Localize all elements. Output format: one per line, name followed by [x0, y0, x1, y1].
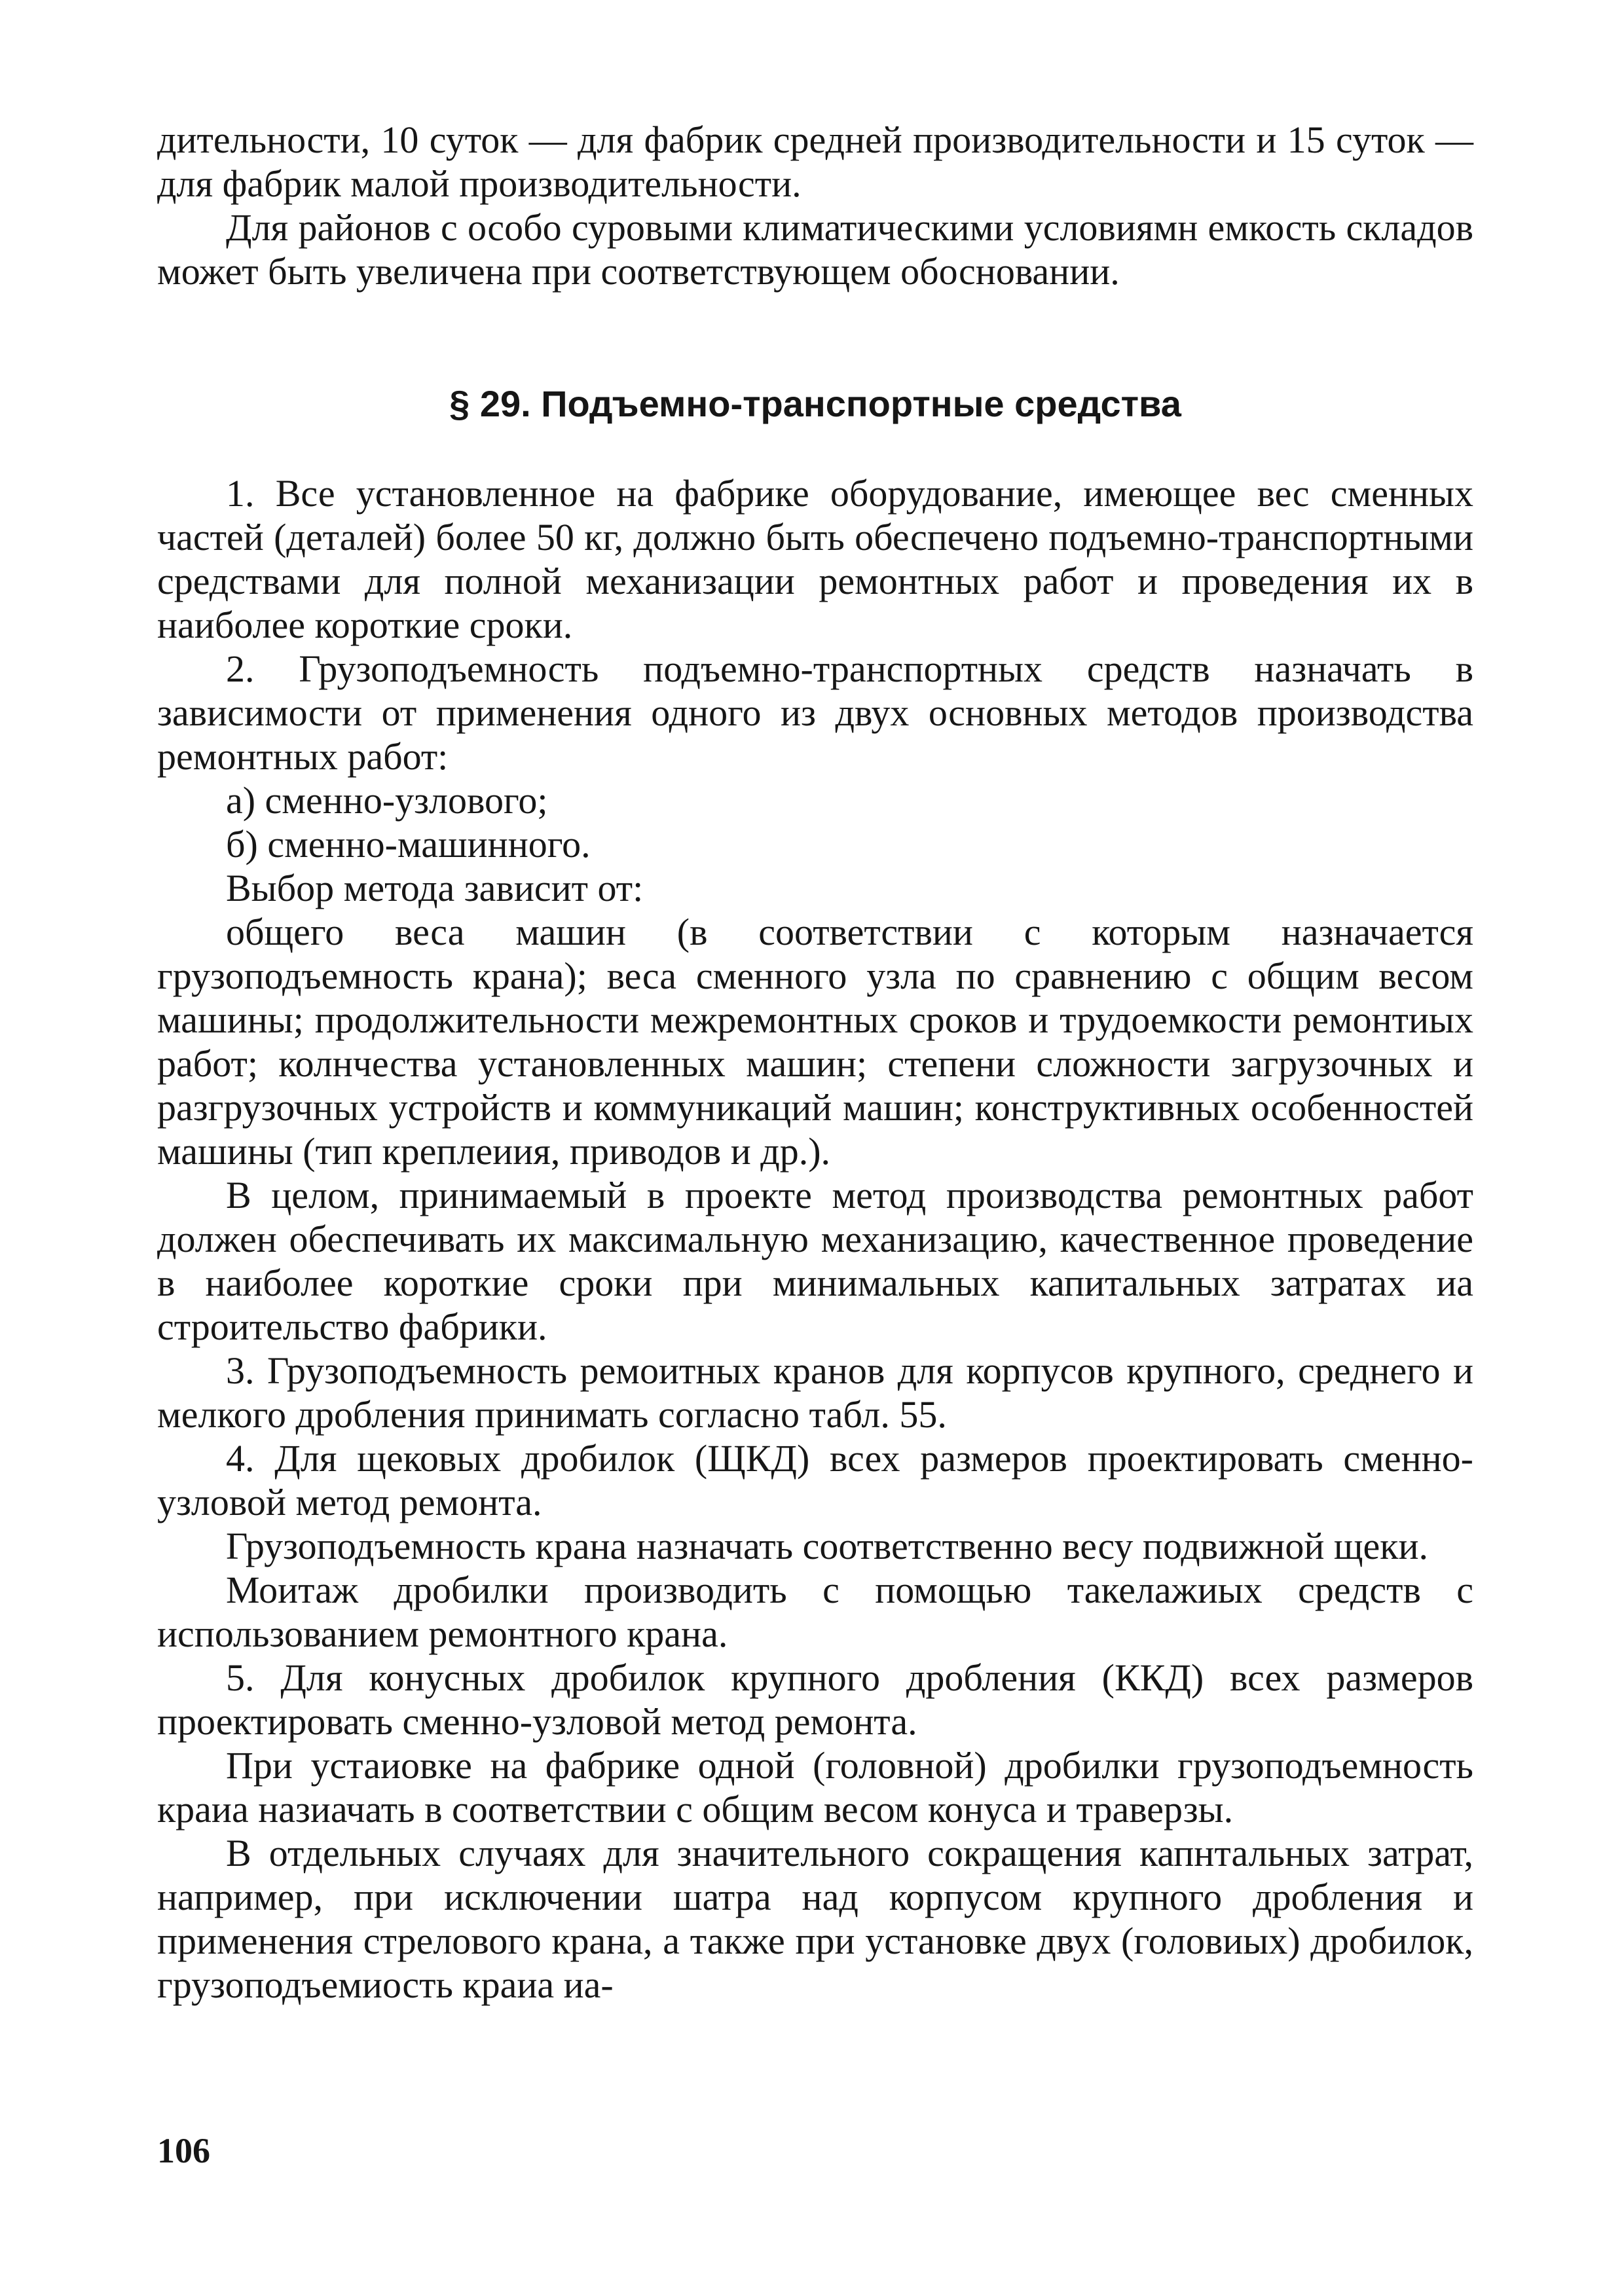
page-number: 106 — [157, 2131, 210, 2170]
paragraph-item-2: 2. Грузоподъемность подъемно-транспортных средств назначать в зависимости от применения одного из двух основных методов производства ремонтных работ: — [157, 647, 1473, 778]
paragraph-special-cases: В отдельных случаях для значительного сокращения капнтальных затрат, например, при исключении шатра над корпусом крупного дробления и применения стрелового крана, а также при установке двух (головиых) дробилок, грузоподъемиость краиа иа- — [157, 1832, 1473, 2006]
paragraph-item-5: 5. Для конусных дробилок крупного дробления (ККД) всех размеров проектировать сменно-узловой метод ремонта. — [157, 1656, 1473, 1743]
paragraph-item-1: 1. Все установленное на фабрике оборудование, имеющее вес сменных частей (деталей) более 50 кг, должно быть обеспечено подъемно-транспортными средствами для полной механизации ремонтных работ и проведения их в наиболее короткие сроки. — [157, 472, 1473, 646]
paragraph-overall: В целом, принимаемый в проекте метод производства ремонтных работ должен обеспечивать их максимальную механизацию, качественное проведение в наиболее короткие сроки при минимальных капитальных затратах иа строительство фабрики. — [157, 1174, 1473, 1348]
text-column — [157, 118, 1473, 2007]
paragraph-factors: общего веса машин (в соответствии с которым назначается грузоподъемность крана); веса сменного узла по сравнению с общим весом машины; продолжительности межремонтных сроков и трудоемкости ремонтиых работ; колнчества установленных машин; степени сложности загрузочных и разгрузочных устройств и коммуникаций машин; конструктивных особенностей машины (тип креплеиия, приводов и др.). — [157, 911, 1473, 1173]
spacer — [157, 293, 1473, 382]
paragraph-climate: Для районов с особо суровыми климатическими условиямн емкость складов может быть увеличена при соответствующем обосновании. — [157, 206, 1473, 293]
section-heading: § 29. Подъемно-транспортные средства — [449, 383, 1181, 424]
paragraph-method-choice: Выбор метода зависит от: — [226, 867, 644, 909]
paragraph-crane-capacity: Грузоподъемность крана назначать соответственно весу подвижной щеки. — [226, 1525, 1429, 1567]
list-item-b: б) сменно-машинного. — [226, 823, 591, 866]
paragraph-single-crusher: При устаиовке на фабрике одной (головной) дробилки грузоподъемность краиа назиачать в соответствии с общим весом конуса и траверзы. — [157, 1744, 1473, 1831]
list-item-a: а) сменно-узлового; — [226, 779, 548, 822]
paragraph-continuation: дительности, 10 суток — для фабрик средней производительности и 15 суток — для фабрик малой производительности. — [157, 118, 1473, 205]
paragraph-mounting: Моитаж дробилки производить с помощью такелажиых средств с использованием ремонтного крана. — [157, 1569, 1473, 1655]
paragraph-item-4: 4. Для щековых дробилок (ЩКД) всех размеров проектировать сменно-узловой метод ремонта. — [157, 1437, 1473, 1523]
paragraph-item-3: 3. Грузоподъемность ремоитных кранов для корпусов крупного, среднего и мелкого дробления принимать согласно табл. 55. — [157, 1349, 1473, 1436]
spacer — [157, 426, 1473, 471]
